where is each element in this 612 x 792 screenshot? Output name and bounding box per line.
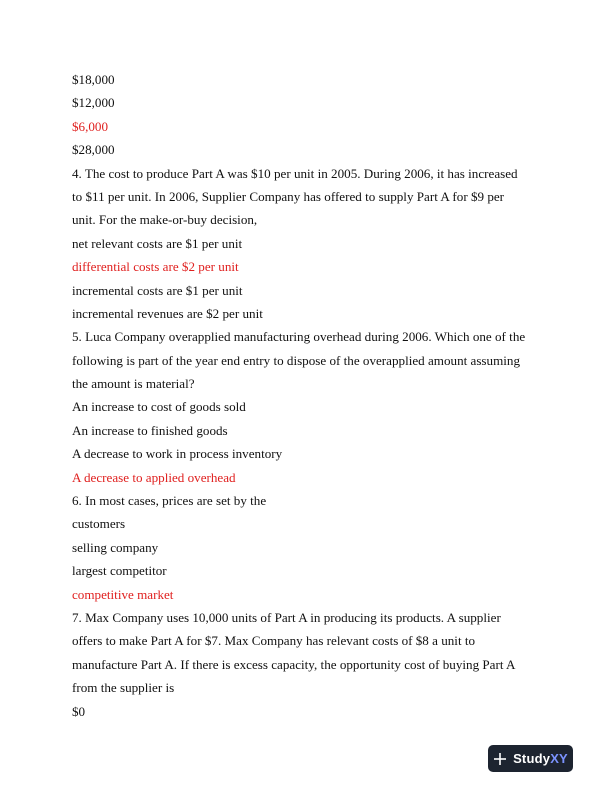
text-line: $12,000 [72, 95, 115, 111]
text-line: $18,000 [72, 72, 115, 87]
document-body [72, 68, 552, 723]
answer-line: competitive market [72, 586, 174, 602]
text-line: following is part of the year end entry to dispose of the overapplied amount assuming [72, 352, 520, 368]
text-line: offers to make Part A for $7. Max Company has relevant costs of $8 a unit to [72, 633, 476, 649]
text-line: incremental revenues are $2 per unit [72, 305, 263, 321]
answer-line: $6,000 [72, 118, 109, 134]
plus-icon [493, 752, 507, 766]
text-line: A decrease to work in process inventory [72, 446, 283, 462]
text-line: $0 [72, 703, 86, 719]
studyxy-badge[interactable] [488, 745, 573, 772]
answer-line: differential costs are $2 per unit [72, 259, 239, 275]
text-line: 7. Max Company uses 10,000 units of Part A in producing its products. A supplier [72, 609, 501, 625]
text-line: from the supplier is [72, 680, 175, 696]
text-line: customers [72, 516, 126, 532]
text-line: 5. Luca Company overapplied manufacturing overhead during 2006. Which one of the [72, 329, 526, 345]
studyxy-logo-text: StudyXY [513, 751, 568, 766]
text-line: 4. The cost to produce Part A was $10 per unit in 2005. During 2006, it has increased [72, 165, 518, 181]
text-line: An increase to finished goods [72, 422, 228, 438]
answer-line: A decrease to applied overhead [72, 469, 236, 485]
text-line: selling company [72, 539, 159, 555]
text-line: largest competitor [72, 563, 167, 579]
text-line: net relevant costs are $1 per unit [72, 235, 243, 251]
text-line: to $11 per unit. In 2006, Supplier Company has offered to supply Part A for $9 per [72, 188, 505, 204]
text-line: manufacture Part A. If there is excess capacity, the opportunity cost of buying Part A [72, 656, 516, 672]
text-line: unit. For the make-or-buy decision, [72, 212, 258, 228]
text-line: An increase to cost of goods sold [72, 399, 246, 415]
text-line: incremental costs are $1 per unit [72, 282, 243, 298]
text-line: $28,000 [72, 142, 115, 158]
text-line: the amount is material? [72, 376, 195, 392]
text-line: 6. In most cases, prices are set by the [72, 493, 267, 509]
